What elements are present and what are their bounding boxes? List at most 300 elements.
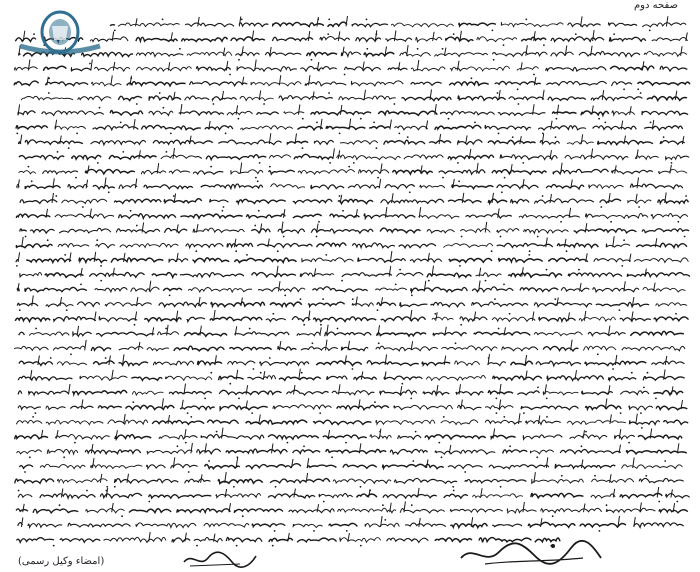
handwritten-dot (503, 284, 505, 286)
handwritten-dot (352, 298, 354, 300)
handwritten-word (411, 67, 445, 71)
handwritten-dot (373, 122, 375, 124)
handwritten-word (450, 66, 510, 71)
handwritten-word (197, 449, 221, 454)
handwritten-stroke (77, 326, 79, 336)
handwritten-dot (504, 177, 506, 179)
handwritten-dot (500, 486, 502, 488)
handwritten-stroke (162, 398, 164, 409)
handwritten-word (551, 52, 574, 56)
handwritten-word (503, 450, 528, 454)
handwritten-word (383, 494, 437, 498)
handwritten-dot (319, 412, 321, 414)
handwritten-stroke (106, 488, 108, 498)
handwritten-word (172, 538, 190, 542)
handwritten-word (316, 361, 361, 366)
handwritten-word (439, 170, 486, 174)
handwritten-word (293, 450, 321, 453)
handwritten-word (584, 346, 617, 350)
handwritten-stroke (615, 355, 617, 365)
handwritten-word (555, 464, 615, 468)
handwritten-dot (464, 471, 466, 473)
handwritten-word (612, 170, 653, 174)
handwritten-dot (523, 412, 525, 414)
handwritten-stroke (95, 312, 97, 321)
handwritten-word (627, 273, 690, 277)
handwritten-stroke (474, 312, 476, 321)
handwritten-word (380, 228, 420, 233)
handwritten-dot (620, 412, 622, 414)
handwritten-word (129, 509, 171, 513)
handwritten-word (43, 171, 78, 174)
handwritten-word (500, 155, 557, 160)
handwritten-word (531, 450, 554, 454)
handwritten-word (333, 479, 391, 483)
handwritten-word (628, 200, 652, 203)
handwritten-word (394, 478, 457, 483)
handwritten-word (364, 214, 415, 218)
handwritten-dot (32, 416, 34, 418)
handwritten-word (18, 376, 72, 380)
handwritten-word (380, 390, 417, 395)
handwritten-word (358, 258, 406, 262)
handwritten-word (307, 52, 338, 56)
handwritten-word (216, 494, 261, 498)
handwritten-word (228, 361, 256, 365)
handwritten-word (656, 406, 687, 410)
handwritten-dot (348, 166, 350, 168)
handwritten-dot (461, 236, 463, 238)
handwritten-word (268, 494, 315, 498)
handwritten-word (585, 405, 621, 409)
handwritten-word (384, 376, 422, 379)
handwritten-word (201, 184, 263, 188)
handwritten-dot (517, 88, 519, 90)
handwritten-word (43, 66, 66, 71)
handwritten-dot (64, 254, 66, 256)
handwritten-dot (25, 236, 27, 238)
handwritten-dot (684, 236, 686, 238)
handwritten-word (485, 420, 522, 424)
handwritten-dot (360, 118, 362, 120)
handwritten-dot (225, 133, 227, 135)
handwritten-stroke (113, 268, 115, 277)
handwritten-dot (399, 269, 401, 271)
handwritten-word (448, 200, 482, 203)
handwritten-word (596, 302, 649, 306)
handwritten-dot (208, 460, 210, 462)
handwritten-dot (474, 122, 476, 124)
handwritten-word (269, 538, 293, 542)
handwritten-word (164, 228, 187, 232)
handwritten-dot (130, 210, 132, 212)
handwritten-dot (318, 221, 320, 223)
handwritten-dot (401, 383, 403, 385)
handwritten-dot (492, 30, 494, 32)
handwritten-word (193, 171, 223, 174)
handwritten-word (153, 140, 213, 144)
handwritten-word (501, 22, 563, 27)
handwritten-stroke (198, 17, 200, 27)
handwritten-dot (48, 92, 50, 94)
handwritten-word (18, 111, 35, 115)
handwritten-word (287, 141, 308, 143)
handwritten-dot (329, 162, 331, 164)
handwritten-dot (460, 324, 462, 326)
handwritten-word (385, 38, 412, 41)
handwritten-word (294, 154, 333, 159)
handwritten-dot (647, 372, 649, 374)
handwritten-dot (114, 486, 116, 488)
handwritten-dot (238, 118, 240, 120)
handwritten-dot (641, 427, 643, 429)
handwritten-dot (311, 59, 313, 61)
handwritten-word (19, 361, 53, 365)
handwritten-word (19, 171, 36, 174)
archive-seal-icon (20, 12, 100, 52)
handwritten-dot (134, 324, 136, 326)
handwritten-dot (179, 48, 181, 50)
handwritten-stroke (418, 488, 420, 498)
handwritten-dot (394, 103, 396, 105)
handwritten-dot (366, 19, 368, 21)
handwritten-word (606, 508, 655, 512)
handwritten-dot (455, 342, 457, 344)
handwritten-word (30, 229, 54, 233)
handwritten-word (115, 479, 179, 484)
handwritten-word (381, 317, 426, 322)
handwritten-dot (74, 442, 76, 444)
handwritten-word (132, 391, 163, 395)
handwritten-word (557, 243, 598, 247)
handwritten-stroke (493, 429, 495, 439)
handwritten-word (161, 155, 202, 159)
handwritten-dot (677, 221, 679, 223)
handwritten-word (455, 361, 480, 366)
handwritten-dot (628, 442, 630, 444)
handwritten-word (90, 37, 128, 42)
handwritten-word (273, 22, 324, 26)
handwritten-word (340, 538, 381, 543)
handwritten-dot (269, 357, 271, 359)
handwritten-dot (663, 136, 665, 138)
handwritten-stroke (581, 134, 583, 144)
handwritten-dot (407, 136, 409, 138)
handwritten-word (489, 465, 549, 469)
handwritten-stroke (60, 136, 62, 145)
handwritten-word (114, 199, 161, 203)
handwritten-stroke (610, 414, 612, 424)
handwritten-word (46, 420, 103, 424)
handwritten-stroke (139, 150, 141, 159)
handwritten-stroke (602, 90, 604, 100)
handwritten-word (109, 155, 156, 159)
handwritten-word (620, 318, 651, 321)
handwritten-stroke (226, 61, 228, 71)
handwritten-word (190, 82, 248, 86)
handwritten-dot (650, 122, 652, 124)
handwritten-word (352, 303, 373, 306)
handwritten-word (359, 170, 389, 174)
handwritten-stroke (191, 443, 193, 453)
handwritten-word (187, 317, 205, 321)
handwritten-dot (453, 490, 455, 492)
handwritten-word (108, 420, 148, 424)
handwritten-dot (655, 398, 657, 400)
handwritten-word (159, 435, 198, 439)
handwritten-word (377, 332, 427, 336)
handwritten-word (185, 96, 210, 100)
handwritten-word (126, 405, 175, 409)
handwritten-stroke (439, 134, 441, 144)
handwritten-word (388, 68, 408, 70)
handwritten-word (405, 523, 446, 527)
handwritten-dot (241, 19, 243, 21)
handwritten-word (94, 67, 129, 71)
handwritten-word (497, 229, 519, 233)
handwritten-stroke (675, 91, 677, 100)
handwritten-word (77, 302, 99, 306)
handwritten-word (548, 97, 586, 101)
handwritten-dot (498, 133, 500, 135)
handwritten-stroke (657, 487, 659, 497)
handwritten-word (307, 465, 336, 468)
handwritten-stroke (390, 251, 392, 262)
handwritten-dot (136, 225, 138, 227)
handwritten-dot (536, 456, 538, 458)
handwritten-dot (316, 236, 318, 238)
handwritten-dot (496, 412, 498, 414)
handwritten-dot (328, 19, 330, 21)
handwritten-word (72, 155, 101, 159)
handwritten-dot (47, 239, 49, 241)
handwritten-stroke (585, 223, 587, 232)
handwritten-dot (556, 118, 558, 120)
handwritten-dot (353, 162, 355, 164)
handwritten-dot (148, 501, 150, 503)
handwritten-word (110, 111, 143, 116)
handwritten-dot (522, 162, 524, 164)
handwritten-dot (222, 210, 224, 212)
handwritten-word (210, 199, 229, 202)
handwritten-word (91, 82, 121, 86)
handwritten-word (118, 23, 179, 27)
handwritten-dot (320, 324, 322, 326)
handwritten-word (498, 113, 546, 116)
handwritten-word (546, 185, 584, 189)
handwritten-stroke (279, 75, 281, 85)
handwritten-dot (63, 456, 65, 458)
handwritten-stroke (215, 355, 217, 365)
handwritten-word (541, 508, 602, 512)
handwritten-word (80, 376, 128, 380)
handwritten-word (182, 37, 228, 41)
handwritten-word (68, 185, 88, 189)
handwritten-dot (223, 206, 225, 208)
handwritten-dot (458, 180, 460, 182)
handwritten-word (17, 450, 42, 454)
handwritten-word (18, 391, 22, 395)
handwritten-word (411, 82, 442, 85)
handwritten-word (660, 141, 684, 145)
handwritten-word (330, 214, 360, 218)
handwritten-dot (471, 77, 473, 79)
handwritten-word (320, 36, 350, 40)
handwritten-dot (631, 372, 633, 374)
handwritten-dot (488, 357, 490, 359)
handwritten-word (549, 258, 588, 262)
handwritten-word (300, 66, 336, 71)
handwritten-dot (457, 162, 459, 164)
handwritten-word (511, 361, 533, 365)
handwritten-dot (594, 475, 596, 477)
handwritten-word (239, 23, 268, 27)
handwritten-stroke (298, 104, 300, 114)
handwritten-word (663, 420, 688, 424)
handwritten-stroke (479, 281, 481, 292)
handwritten-word (226, 449, 287, 453)
handwritten-word (252, 273, 296, 277)
handwritten-word (20, 273, 42, 277)
handwritten-dot (303, 324, 305, 326)
handwritten-stroke (190, 136, 192, 144)
handwritten-stroke (608, 326, 610, 336)
handwritten-word (302, 258, 354, 262)
handwritten-word (96, 243, 115, 247)
handwritten-word (384, 140, 425, 145)
handwritten-dot (621, 265, 623, 267)
handwritten-dot (18, 490, 20, 492)
handwritten-dot (529, 250, 531, 252)
handwritten-word (416, 37, 442, 41)
handwritten-word (71, 68, 91, 71)
handwritten-word (495, 81, 541, 84)
handwritten-dot (671, 162, 673, 164)
handwritten-word (526, 420, 561, 424)
handwritten-stroke (381, 297, 383, 306)
handwritten-word (93, 361, 114, 365)
handwritten-dot (640, 412, 642, 414)
handwritten-word (539, 317, 576, 321)
handwritten-stroke (136, 18, 138, 26)
handwritten-word (152, 273, 177, 278)
handwritten-stroke (444, 48, 446, 56)
handwritten-word (231, 170, 263, 174)
handwritten-stroke (57, 430, 59, 439)
handwritten-word (472, 302, 528, 307)
handwritten-word (184, 333, 227, 337)
handwritten-word (354, 376, 377, 379)
handwritten-word (326, 450, 387, 454)
handwritten-word (58, 244, 89, 247)
handwritten-dot (97, 162, 99, 164)
handwritten-word (356, 38, 381, 42)
handwritten-word (642, 23, 686, 27)
handwritten-word (328, 22, 347, 27)
handwritten-dot (448, 118, 450, 120)
handwritten-word (287, 390, 329, 395)
handwritten-word (251, 82, 301, 86)
handwritten-word (426, 375, 485, 380)
handwritten-dot (542, 195, 544, 197)
handwritten-dot (80, 284, 82, 286)
handwritten-dot (108, 191, 110, 193)
handwritten-word (55, 214, 114, 218)
handwritten-stroke (390, 120, 392, 130)
handwritten-word (449, 81, 488, 85)
handwritten-word (456, 392, 483, 395)
handwritten-dot (177, 445, 179, 447)
handwritten-stroke (279, 341, 281, 350)
handwritten-word (543, 392, 578, 395)
handwritten-word (591, 479, 633, 483)
handwritten-dot (89, 63, 91, 65)
handwritten-dot (251, 412, 253, 414)
handwritten-dot (352, 368, 354, 370)
handwritten-stroke (511, 164, 512, 173)
handwritten-dot (384, 519, 386, 521)
handwritten-stroke (60, 297, 62, 306)
handwritten-dot (610, 221, 612, 223)
handwritten-word (507, 509, 536, 513)
handwritten-dot (685, 195, 687, 197)
handwritten-dot (274, 530, 276, 532)
handwritten-dot (369, 490, 371, 492)
handwritten-dot (546, 398, 548, 400)
handwritten-dot (301, 372, 303, 374)
handwritten-word (348, 184, 380, 188)
handwritten-dot (68, 147, 70, 149)
handwritten-word (297, 538, 336, 542)
handwritten-word (252, 524, 285, 527)
handwritten-word (257, 243, 312, 247)
handwritten-word (268, 435, 319, 439)
handwritten-word (375, 288, 407, 290)
handwritten-word (91, 465, 143, 469)
handwritten-dot (24, 471, 26, 473)
handwritten-word (46, 303, 74, 307)
handwritten-dot (96, 239, 98, 241)
handwritten-word (396, 273, 423, 277)
handwritten-word (293, 199, 332, 203)
handwritten-word (14, 81, 39, 85)
handwritten-word (560, 449, 621, 453)
handwritten-dot (546, 269, 548, 271)
handwritten-word (385, 185, 415, 189)
handwritten-dot (575, 33, 577, 35)
handwritten-word (365, 523, 399, 527)
handwritten-stroke (69, 384, 71, 394)
handwritten-word (570, 435, 608, 439)
handwritten-word (342, 273, 392, 277)
handwritten-word (235, 52, 259, 55)
handwritten-word (352, 23, 388, 26)
handwritten-word (561, 288, 589, 292)
handwritten-word (591, 96, 642, 101)
handwritten-dot (303, 445, 305, 447)
handwritten-word (237, 67, 297, 72)
handwritten-dot (188, 471, 190, 473)
handwritten-word (147, 348, 169, 351)
handwritten-stroke (309, 75, 311, 85)
handwritten-dot (323, 501, 325, 503)
handwritten-word (284, 112, 305, 115)
handwritten-dot (377, 309, 379, 311)
handwritten-word (272, 37, 313, 41)
handwritten-word (313, 287, 368, 292)
handwritten-word (520, 288, 558, 292)
handwritten-word (54, 317, 96, 321)
